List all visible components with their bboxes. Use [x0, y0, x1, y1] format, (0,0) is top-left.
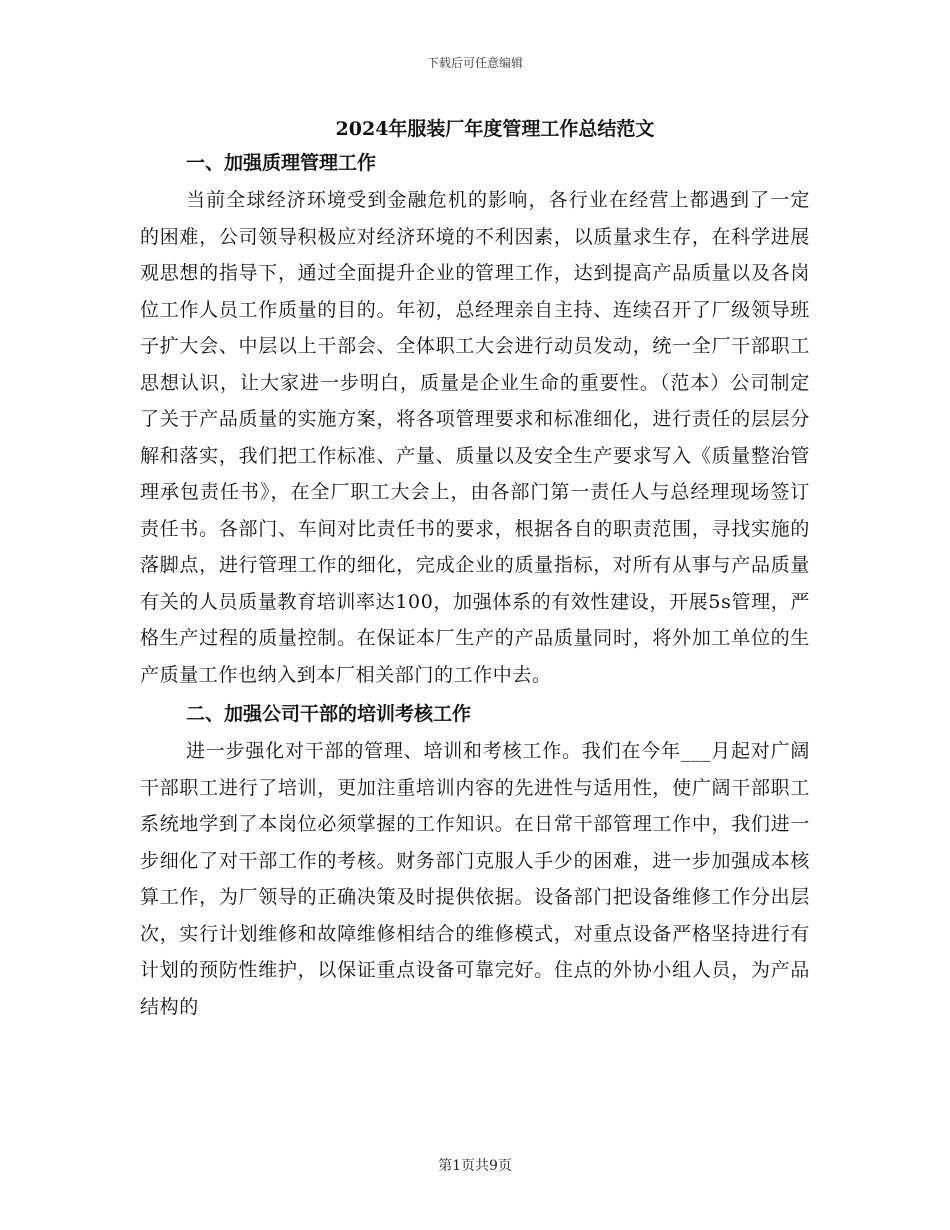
section-paragraph-2: 进一步强化对干部的管理、培训和考核工作。我们在今年___月起对广阔干部职工进行了培训，更加注重培训内容的先进性与适用性，使广阔干部职工系统地学到了本岗位必须掌握的工作知识。在日常干部管理工作中，我们进一步细化了对干部工作的考核。财务部门克服人手少的困难，进一步加强成本核算工作，为厂领导的正确决策及时提供依据。设备部门把设备维修工作分出层次，实行计划维修和故障维修相结合的维修模式，对重点设备严格坚持进行有计划的预防性维护，以保证重点设备可靠完好。住点的外协小组人员，为产品结构的 [140, 740, 810, 1018]
header-note: 下载后可任意编辑 [426, 56, 523, 70]
section-paragraph-1: 当前全球经济环境受到金融危机的影响，各行业在经营上都遇到了一定的困难，公司领导积极应对经济环境的不利因素，以质量求生存，在科学进展观思想的指导下，通过全面提升企业的管理工作，达到提高产品质量以及各岗位工作人员工作质量的目的。年初，总经理亲自主持、连续召开了厂级领导班子扩大会、中层以上干部会、全体职工大会进行动员发动，统一全厂干部职工思想认识，让大家进一步明白，质量是企业生命的重要性。（范本）公司制定了关于产品质量的实施方案，将各项管理要求和标准细化，进行责任的层层分解和落实，我们把工作标准、产量、质量以及安全生产要求写入《质量整治管理承包责任书》，在全厂职工大会上，由各部门第一责任人与总经理现场签订责任书。各部门、车间对比责任书的要求，根据各自的职责范围，寻找实施的落脚点，进行管理工作的细化，完成企业的质量指标，对所有从事与产品质量有关的人员质量教育培训率达100，加强体系的有效性建设，开展5s管理，严格生产过程的质量控制。在保证本厂生产的产品质量同时，将外加工单位的生产质量工作也纳入到本厂相关部门的工作中去。 [140, 189, 810, 686]
page-footer: 第1页共9页 [438, 1158, 512, 1174]
section-heading-1: 一、加强质理管理工作 [186, 152, 377, 174]
document-title: 2024年服装厂年度管理工作总结范文 [335, 118, 655, 140]
document-body [140, 112, 810, 1025]
section-heading-2: 二、加强公司干部的培训考核工作 [186, 703, 472, 725]
